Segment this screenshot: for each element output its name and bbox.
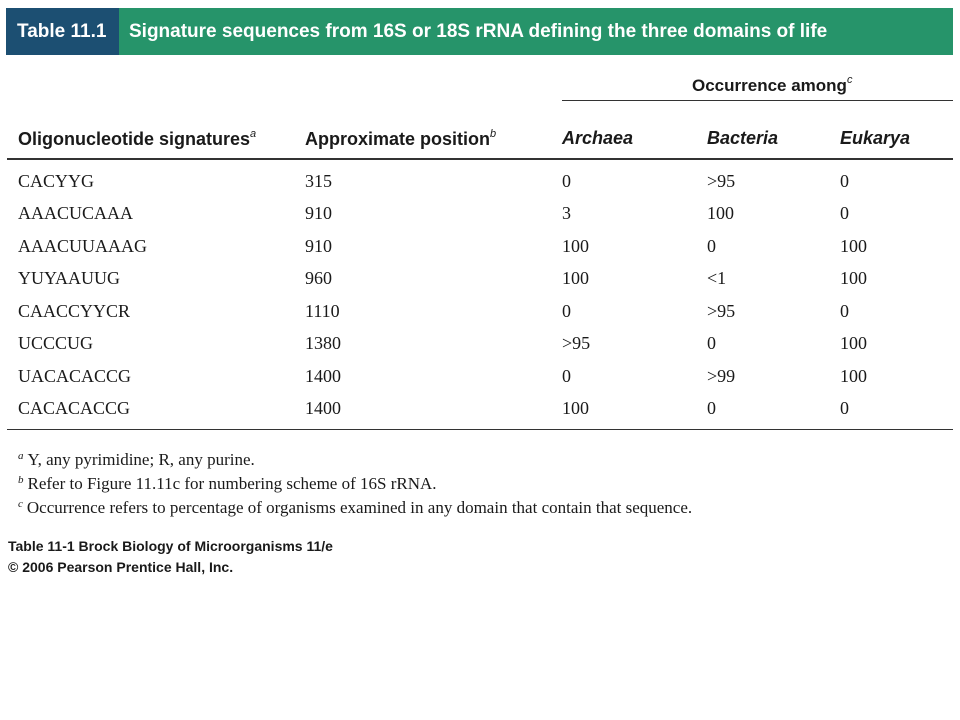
- table-cell: CAACCYYCR: [18, 301, 131, 321]
- figure-caption: Table 11-1 Brock Biology of Microorganisms 11/e: [8, 538, 333, 554]
- footnote-a: [18, 450, 255, 470]
- footnote-mark: b: [490, 128, 497, 140]
- table-cell: 0: [840, 301, 849, 321]
- table-cell: 100: [562, 236, 589, 256]
- table-cell: 100: [840, 268, 867, 288]
- footnote-text: Refer to Figure 11.11c for numbering scheme of 16S rRNA.: [27, 474, 437, 493]
- column-header-text: Oligonucleotide signatures: [18, 129, 251, 149]
- table-cell: 0: [707, 236, 716, 256]
- table-cell: 100: [562, 398, 589, 418]
- occurrence-group-header: [692, 74, 852, 96]
- occurrence-group-text: Occurrence among: [692, 76, 847, 95]
- table-cell: UCCCUG: [18, 333, 94, 353]
- group-header-rule: [562, 100, 953, 101]
- table-cell: UACACACCG: [18, 366, 132, 386]
- table-row: [0, 365, 960, 397]
- column-header-archaea: Archaea: [562, 128, 634, 148]
- table-row: [0, 300, 960, 332]
- table-row: [0, 267, 960, 299]
- table-cell: 0: [840, 171, 849, 191]
- table-cell: 0: [562, 366, 571, 386]
- column-header-text: Approximate position: [305, 129, 491, 149]
- table-cell: AAACUUAAAG: [18, 236, 147, 256]
- footnote-mark: a: [250, 128, 257, 140]
- table-cell: 1110: [305, 301, 340, 321]
- table-cell: 0: [707, 333, 716, 353]
- column-header-signatures: [18, 128, 256, 150]
- table-cell: >95: [707, 171, 736, 191]
- table-row: [0, 235, 960, 267]
- table-cell: 0: [840, 203, 849, 223]
- table-cell: CACACACCG: [18, 398, 131, 418]
- footnote-text: Occurrence refers to percentage of organisms examined in any domain that contain that sequence.: [26, 498, 693, 517]
- table-cell: 0: [840, 398, 849, 418]
- table-cell: CACYYG: [18, 171, 95, 191]
- table-title: Signature sequences from 16S or 18S rRNA defining the three domains of life: [129, 20, 828, 42]
- table-header-bar: [6, 8, 953, 55]
- table-cell: 100: [840, 366, 867, 386]
- table-bottom-rule: [7, 429, 953, 430]
- table-number-label: Table 11.1: [6, 8, 119, 55]
- footnote-c: [18, 498, 692, 518]
- table-cell: AAACUCAAA: [18, 203, 134, 223]
- table-row: [0, 170, 960, 202]
- table-cell: 960: [305, 268, 332, 288]
- copyright-line: © 2006 Pearson Prentice Hall, Inc.: [8, 559, 234, 575]
- table-row: [0, 397, 960, 429]
- table-cell: >95: [562, 333, 591, 353]
- table-cell: 1380: [305, 333, 341, 353]
- column-header-position: [305, 128, 496, 150]
- footnote-mark: c: [846, 74, 853, 86]
- table-cell: 100: [562, 268, 589, 288]
- footnote-b: [18, 474, 437, 494]
- table-cell: 100: [707, 203, 734, 223]
- table-cell: >99: [707, 366, 736, 386]
- table-cell: 3: [562, 203, 571, 223]
- table-cell: 0: [562, 301, 571, 321]
- column-header-eukarya: Eukarya: [840, 128, 911, 148]
- table-row: [0, 202, 960, 234]
- footnote-mark: a: [18, 450, 24, 462]
- table-cell: >95: [707, 301, 736, 321]
- table-cell: 100: [840, 236, 867, 256]
- footnote-mark: c: [18, 498, 23, 510]
- table-cell: 315: [305, 171, 332, 191]
- table-row: [0, 332, 960, 364]
- header-rule: [7, 158, 953, 160]
- table-cell: 0: [562, 171, 571, 191]
- table-cell: 1400: [305, 366, 341, 386]
- column-header-bacteria: Bacteria: [707, 128, 779, 148]
- table-cell: 910: [305, 203, 332, 223]
- footnote-text: Y, any pyrimidine; R, any purine.: [27, 450, 255, 469]
- table-cell: 910: [305, 236, 332, 256]
- table-cell: 0: [707, 398, 716, 418]
- table-cell: YUYAAUUG: [18, 268, 120, 288]
- table-cell: 100: [840, 333, 867, 353]
- table-cell: 1400: [305, 398, 341, 418]
- table-cell: <1: [707, 268, 727, 288]
- footnote-mark: b: [18, 474, 24, 486]
